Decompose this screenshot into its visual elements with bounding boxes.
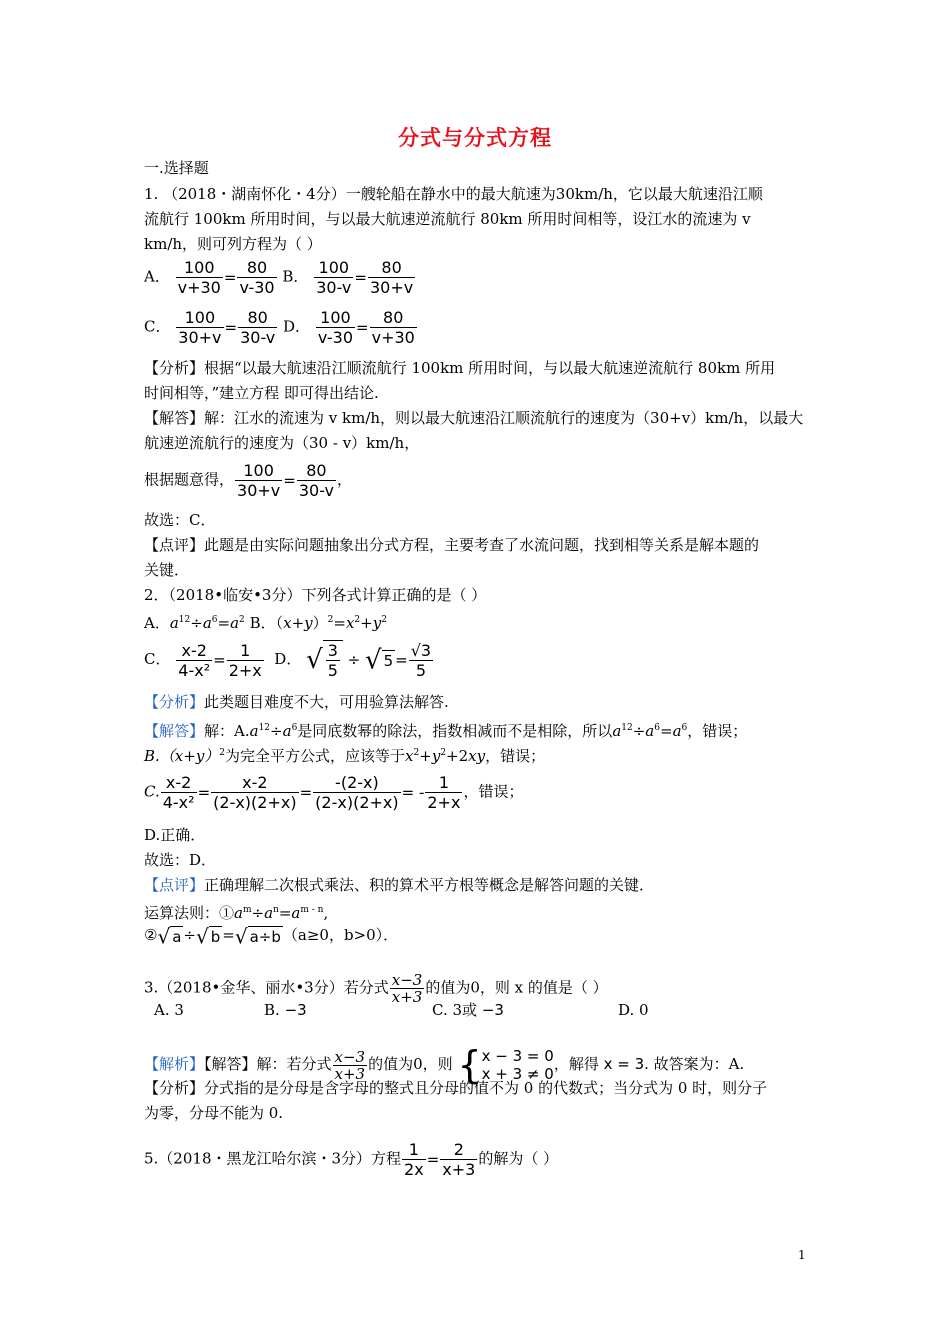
q1-line-2: 流航行 100km 所用时间，与以最大航速逆流航行 80km 所用时间相等，设江水的流速为 v [144,210,751,228]
q2-solution-3: C. $\frac{x-2}{\text{4-x²}}$ = $\frac{x-2}{(2-x)(2+x)}$ = $\frac{-(2-x)}{(2-x)(2+x)}$ = - $\frac{1}{2+x}$ ，错误； [144,773,524,812]
q2-c-frac-1: $\frac{x-2}{\text{4-x²}}$ [178,640,211,680]
q5-frac-2: $\frac{2}{x+3}$ [442,1140,476,1179]
q1-option-c-label: C． [144,317,171,336]
q1-comment-1: 【点评】此题是由实际问题抽象出分式方程，主要考查了水流问题，找到相等关系是解本题的 [144,536,760,554]
q1-d-frac-2: $\frac{80}{v+30}$ [371,308,415,347]
q1-options-ab: A． $\frac{100}{v+30}$ = $\frac{80}{v-30}$ B． $\frac{100}{30-v}$ = $\frac{80}{30+v}$ [144,258,414,297]
q2-options-ab: A．$a^{12}\div a^6=a^2$ B．$(x+y)^2=x^2+y^2$ [144,614,387,632]
q2-c-step-1: $\frac{x-2}{\text{4-x²}}$ [162,773,195,812]
q1-comment-2: 关键． [144,561,190,579]
section-heading: 一.选择题 [144,159,209,177]
q1-solution-3: 根据题意得， $\frac{100}{30+v}$ = $\frac{80}{30-v}$ ， [144,461,353,500]
q3-analysis-1: 【分析】分式指的是分母是含字母的整式且分母的值不为 0 的代数式；当分式为 0 时，则分子 [144,1079,768,1097]
q1-line-1: 1. （2018・湖南怀化・4分）一艘轮船在静水中的最大航速为30km/h，它以最大航速沿江顺 [144,185,763,203]
q2-d-sqrt-1: √ $\frac{3}{5}$ [306,640,343,680]
q2-d-result: $\frac{√3}{5}$ [410,640,432,680]
q3-solution-fraction: $\frac{x-3}{x+3}$ [334,1047,366,1083]
q2-solution-4: D.正确． [144,826,206,844]
q3-line-1: 3.（2018•金华、丽水•3分）若分式 $\frac{x-3}{x+3}$ 的值为0，则 x 的值是（ ） [144,971,608,1006]
q2-choice: 故选：D． [144,851,217,869]
q5-line-1: 5.（2018・黑龙江哈尔滨・3分）方程 $\frac{1}{2x}$ = $\frac{2}{x+3}$ 的解为（ ） [144,1140,559,1179]
q2-comment: 【点评】正确理解二次根式乘法、积的算术平方根等概念是解答问题的关键． [144,876,655,894]
q1-line-3: km/h，则可列方程为（ ） [144,235,322,253]
q2-line-1: 2．（2018•临安•3分）下列各式计算正确的是（ ） [144,586,487,604]
q2-analysis: 【分析】此类题目难度不大，可用验算法解答. [144,693,449,711]
q1-b-frac-2: $\frac{80}{30+v}$ [369,258,414,297]
q1-option-a-label: A． [144,267,170,286]
q1-c-frac-2: $\frac{80}{30-v}$ [240,308,276,347]
q2-c-step-2: $\frac{x-2}{(2-x)(2+x)}$ [213,773,297,812]
q2-rule-2: ②√ a ÷√ b =√ a÷b （a≥0，b>0）． [144,924,399,948]
q1-option-d-label: D． [283,317,311,336]
q1-eq-frac-2: $\frac{80}{30-v}$ [298,461,334,500]
q1-choice: 故选：C． [144,511,216,529]
page-number: 1 [798,1248,806,1262]
q3-solution: 【解析】【解答】解：若分式 $\frac{x-3}{x+3}$ 的值为0，则 { x − 3 = 0 x + 3 ≠ 0 ，解得 x = 3. 故答案为：A. [144,1043,745,1087]
q1-c-frac-1: $\frac{100}{30+v}$ [178,308,222,347]
q3-fraction: $\frac{x-3}{x+3}$ [391,971,423,1006]
q2-solution-2: $B.(x+y)^2$为完全平方公式，应该等于$x^2+y^2+2xy$，错误； [144,747,546,765]
q2-options-cd: C． $\frac{x-2}{\text{4-x²}}$ = $\frac{1}{2+x}$ D． √ $\frac{3}{5}$ ÷ √ 5 = $\frac{√3}{5}$ [144,640,432,680]
q1-b-frac-1: $\frac{100}{30-v}$ [316,258,352,297]
q1-options-cd: C． $\frac{100}{30+v}$ = $\frac{80}{30-v}$ D． $\frac{100}{v-30}$ = $\frac{80}{v+30}$ [144,308,415,347]
q1-eq-frac-1: $\frac{100}{30+v}$ [237,461,281,500]
q2-c-frac-2: $\frac{1}{2+x}$ [228,640,262,680]
q1-a-frac-1: $\frac{100}{v+30}$ [177,258,221,297]
q1-analysis-2: 时间相等，”建立方程 即可得出结论. [144,384,379,402]
q1-d-frac-1: $\frac{100}{v-30}$ [317,308,354,347]
q2-d-sqrt-2: √ 5 [365,645,394,675]
q1-a-frac-2: $\frac{80}{v-30}$ [239,258,275,297]
q3-analysis-2: 为零，分母不能为 0. [144,1104,284,1122]
q2-solution-1: 【解答】解：$A.a^{12}\div a^6$是同底数幂的除法，指数相减而不是相除，所以$a^{12}\div a^6=a^6$，错误； [144,722,748,740]
q2-rule-1: 运算法则：$①a^m\div a^n=a^{m - n}$, [144,904,329,922]
q1-solution-1: 【解答】解：江水的流速为 v km/h，则以最大航速沿江顺流航行的速度为（30+v）km/h，以最大 [144,409,804,427]
page-title: 分式与分式方程 [398,125,552,150]
q1-analysis-1: 【分析】根据“以最大航速沿江顺流航行 100km 所用时间，与以最大航速逆流航行 80km 所用 [144,359,776,377]
q1-solution-2: 航速逆流航行的速度为（30 - v）km/h， [144,434,420,452]
q3-system: { x − 3 = 0 x + 3 ≠ 0 [457,1043,554,1087]
q2-c-step-3: $\frac{-(2-x)}{(2-x)(2+x)}$ [315,773,399,812]
q5-frac-1: $\frac{1}{2x}$ [404,1140,424,1179]
q1-option-b-label: B． [282,267,309,286]
q2-c-step-4: $\frac{1}{2+x}$ [427,773,461,812]
